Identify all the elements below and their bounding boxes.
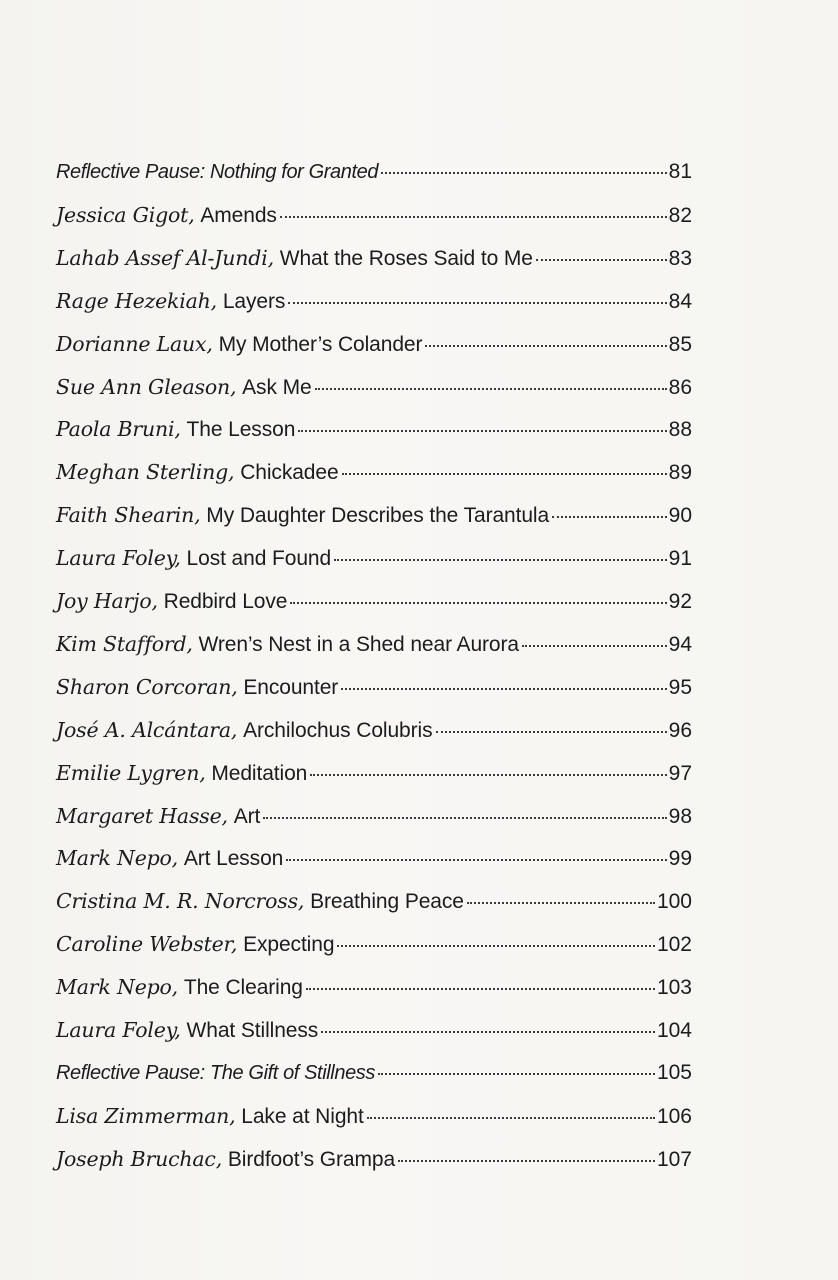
entry-title: The Lesson bbox=[186, 418, 296, 441]
entry-author: Mark Nepo, bbox=[56, 846, 179, 870]
toc-entry bbox=[56, 846, 692, 876]
entry-page-number: 100 bbox=[656, 890, 692, 913]
toc-entry bbox=[56, 289, 692, 319]
entry-author: José A. Alcántara, bbox=[56, 718, 238, 742]
toc-entry bbox=[56, 632, 692, 662]
entry-author: Laura Foley, bbox=[56, 546, 181, 570]
entry-title: Chickadee bbox=[240, 461, 339, 484]
toc-entry bbox=[56, 1018, 692, 1048]
entry-page-number: 98 bbox=[668, 805, 692, 828]
toc-entry bbox=[56, 804, 692, 834]
toc-entry bbox=[56, 546, 692, 576]
entry-page-number: 96 bbox=[668, 719, 692, 742]
entry-author: Joy Harjo, bbox=[56, 589, 158, 613]
entry-author: Kim Stafford, bbox=[56, 632, 193, 656]
dot-leader bbox=[288, 302, 666, 304]
dot-leader bbox=[315, 388, 667, 390]
entry-title: Breathing Peace bbox=[310, 890, 464, 913]
entry-title: Lost and Found bbox=[186, 547, 332, 570]
entry-author: Mark Nepo, bbox=[56, 975, 179, 999]
entry-author: Sharon Corcoran, bbox=[56, 675, 238, 699]
entry-author: Joseph Bruchac, bbox=[56, 1147, 223, 1171]
dot-leader bbox=[436, 731, 667, 733]
entry-title: Art Lesson bbox=[183, 847, 284, 870]
entry-page-number: 103 bbox=[656, 976, 692, 999]
entry-page-number: 83 bbox=[668, 247, 692, 270]
entry-page-number: 105 bbox=[656, 1061, 692, 1084]
toc-entry bbox=[56, 503, 692, 533]
toc-entry bbox=[56, 975, 692, 1005]
entry-author: Paola Bruni, bbox=[56, 417, 181, 441]
dot-leader bbox=[341, 688, 666, 690]
entry-page-number: 92 bbox=[668, 590, 692, 613]
entry-title: Wren’s Nest in a Shed near Aurora bbox=[198, 633, 519, 656]
entry-author: Caroline Webster, bbox=[56, 932, 238, 956]
entry-title: The Clearing bbox=[183, 976, 303, 999]
entry-title: Layers bbox=[222, 290, 286, 313]
toc-entry bbox=[56, 889, 692, 919]
entry-title: Meditation bbox=[211, 762, 308, 785]
dot-leader bbox=[398, 1160, 655, 1162]
toc-entry bbox=[56, 1104, 692, 1134]
entry-author: Jessica Gigot, bbox=[56, 203, 195, 227]
entry-page-number: 107 bbox=[656, 1148, 692, 1171]
dot-leader bbox=[536, 259, 667, 261]
toc-entry bbox=[56, 417, 692, 447]
entry-title: What the Roses Said to Me bbox=[279, 247, 533, 270]
toc-reflective-pause bbox=[56, 1061, 692, 1091]
dot-leader bbox=[298, 430, 666, 432]
dot-leader bbox=[552, 516, 667, 518]
toc-entry bbox=[56, 675, 692, 705]
dot-leader bbox=[334, 559, 667, 561]
dot-leader bbox=[381, 172, 667, 174]
entry-page-number: 85 bbox=[668, 333, 692, 356]
entry-title: Birdfoot’s Grampa bbox=[227, 1148, 396, 1171]
entry-title: Amends bbox=[200, 204, 277, 227]
toc-entry bbox=[56, 718, 692, 748]
entry-page-number: 88 bbox=[668, 418, 692, 441]
pause-title: Reflective Pause: Nothing for Granted bbox=[56, 161, 379, 183]
entry-author: Cristina M. R. Norcross, bbox=[56, 889, 305, 913]
toc-reflective-pause bbox=[56, 160, 692, 190]
entry-page-number: 95 bbox=[668, 676, 692, 699]
toc-entry bbox=[56, 1147, 692, 1177]
toc-entry bbox=[56, 932, 692, 962]
entry-title: What Stillness bbox=[186, 1019, 319, 1042]
dot-leader bbox=[321, 1031, 655, 1033]
dot-leader bbox=[342, 473, 667, 475]
entry-author: Faith Shearin, bbox=[56, 503, 201, 527]
entry-title: My Mother’s Colander bbox=[218, 333, 423, 356]
toc-entry bbox=[56, 589, 692, 619]
toc-entry bbox=[56, 460, 692, 490]
entry-page-number: 106 bbox=[656, 1105, 692, 1128]
entry-author: Margaret Hasse, bbox=[56, 804, 228, 828]
entry-title: Archilochus Colubris bbox=[243, 719, 433, 742]
entry-page-number: 90 bbox=[668, 504, 692, 527]
dot-leader bbox=[290, 602, 666, 604]
dot-leader bbox=[467, 902, 655, 904]
toc-entry bbox=[56, 761, 692, 791]
entry-author: Sue Ann Gleason, bbox=[56, 375, 237, 399]
entry-author: Rage Hezekiah, bbox=[56, 289, 217, 313]
dot-leader bbox=[286, 859, 666, 861]
entry-title: Encounter bbox=[243, 676, 339, 699]
entry-page-number: 84 bbox=[668, 290, 692, 313]
dot-leader bbox=[310, 774, 666, 776]
toc-entry bbox=[56, 246, 692, 276]
entry-page-number: 91 bbox=[668, 547, 692, 570]
entry-title: Art bbox=[233, 805, 261, 828]
entry-title: Ask Me bbox=[242, 376, 312, 399]
entry-page-number: 94 bbox=[668, 633, 692, 656]
entry-author: Lisa Zimmerman, bbox=[56, 1104, 236, 1128]
entry-author: Emilie Lygren, bbox=[56, 761, 206, 785]
pause-title: Reflective Pause: The Gift of Stillness bbox=[56, 1062, 375, 1084]
entry-title: Lake at Night bbox=[241, 1105, 364, 1128]
entry-page-number: 86 bbox=[668, 376, 692, 399]
entry-page-number: 97 bbox=[668, 762, 692, 785]
entry-author: Laura Foley, bbox=[56, 1018, 181, 1042]
entry-page-number: 89 bbox=[668, 461, 692, 484]
dot-leader bbox=[263, 817, 666, 819]
dot-leader bbox=[522, 645, 667, 647]
dot-leader bbox=[306, 988, 655, 990]
entry-author: Dorianne Laux, bbox=[56, 332, 213, 356]
dot-leader bbox=[337, 945, 655, 947]
entry-title: Redbird Love bbox=[163, 590, 288, 613]
entry-page-number: 102 bbox=[656, 933, 692, 956]
entry-page-number: 104 bbox=[656, 1019, 692, 1042]
entry-page-number: 99 bbox=[668, 847, 692, 870]
toc-entry bbox=[56, 203, 692, 233]
entry-page-number: 81 bbox=[668, 160, 692, 183]
dot-leader bbox=[280, 216, 667, 218]
entry-title: Expecting bbox=[243, 933, 335, 956]
toc-entry bbox=[56, 375, 692, 405]
entry-author: Meghan Sterling, bbox=[56, 460, 235, 484]
dot-leader bbox=[425, 345, 666, 347]
entry-page-number: 82 bbox=[668, 204, 692, 227]
entry-author: Lahab Assef Al-Jundi, bbox=[56, 246, 274, 270]
toc-entry bbox=[56, 332, 692, 362]
dot-leader bbox=[367, 1117, 655, 1119]
dot-leader bbox=[378, 1073, 655, 1075]
entry-title: My Daughter Describes the Tarantula bbox=[206, 504, 550, 527]
